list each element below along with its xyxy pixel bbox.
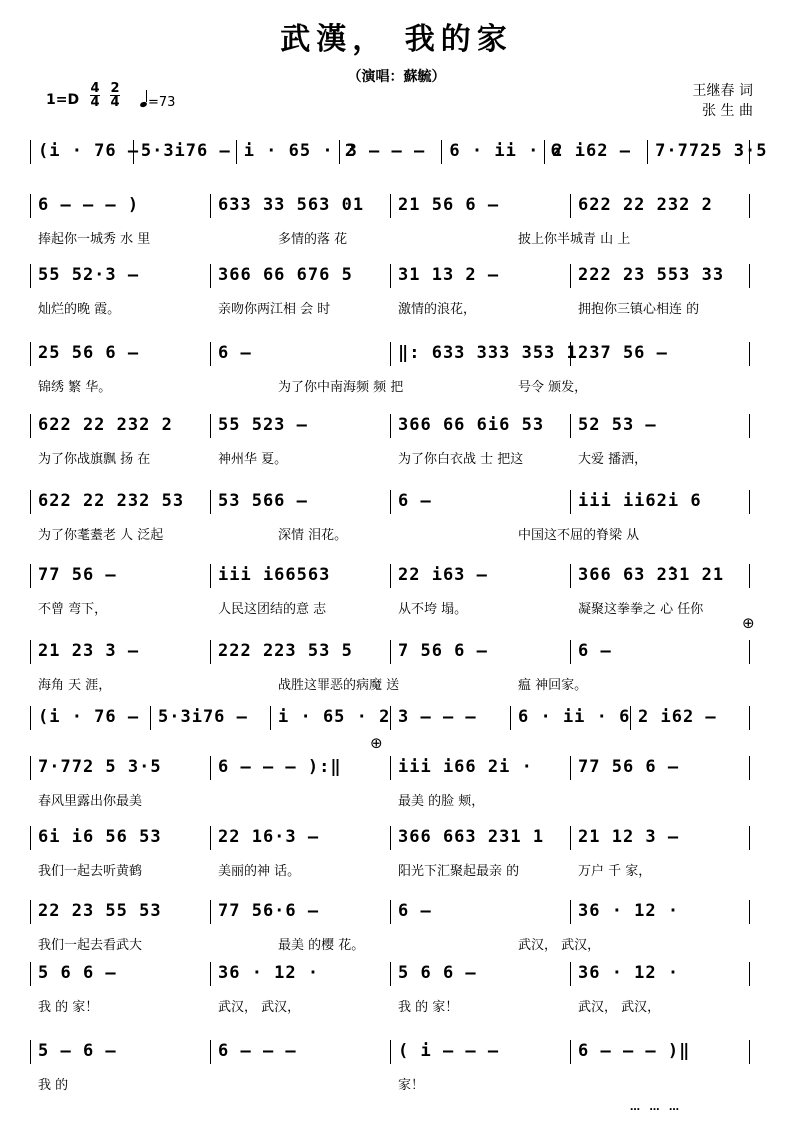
lyric-phrase: 中国这不屈的脊梁 从	[518, 528, 640, 543]
bar-line	[570, 962, 571, 986]
bar-line	[210, 1040, 211, 1064]
bar-line	[570, 264, 571, 288]
lyric-phrase: 瘟 神回家。	[518, 678, 588, 693]
measure: iii i66563	[218, 565, 331, 585]
score-system	[30, 340, 750, 395]
measure: 55 523 –	[218, 415, 308, 435]
bar-line	[210, 490, 211, 514]
lyric-phrase: 武汉， 武汉，	[518, 938, 601, 953]
measure: ‖: 633 333 353 1	[398, 343, 578, 363]
notation-line	[30, 824, 750, 852]
lyric-phrase: 武汉， 武汉，	[578, 1000, 661, 1015]
measure: 5·3i76 –	[140, 141, 231, 161]
bar-line	[390, 490, 391, 514]
notation-line	[30, 488, 750, 516]
quarter-note-icon	[139, 101, 147, 108]
time-signature: $\frac{4}{4}$ $\frac{2}{4}$	[90, 81, 120, 110]
bar-line	[210, 414, 211, 438]
measure: (i · 76 –	[38, 707, 140, 727]
measure: 6 –	[578, 641, 612, 661]
bar-line	[210, 564, 211, 588]
measure: 53 566 –	[218, 491, 308, 511]
score-system	[30, 412, 750, 467]
measure: 5 6 6 –	[398, 963, 477, 983]
bar-line	[236, 140, 237, 164]
singer-credit: （演唱：蘇毓）	[347, 69, 446, 85]
measure: 6 – – – )	[38, 195, 140, 215]
bar-line	[30, 900, 31, 924]
score-system	[30, 1038, 750, 1093]
measure: 6 –	[398, 901, 432, 921]
measure: 622 22 232 2	[38, 415, 173, 435]
score-system	[30, 638, 750, 693]
notation-line	[30, 192, 750, 220]
bar-line	[390, 1040, 391, 1064]
tempo-marking: =73	[140, 94, 175, 110]
measure: i · 65 · 2	[278, 707, 391, 727]
measure: 622 22 232 2	[578, 195, 713, 215]
measure: 77 56 –	[38, 565, 117, 585]
notation-line	[30, 262, 750, 290]
bar-line	[30, 962, 31, 986]
composer-credit: 张 生 曲	[702, 103, 753, 119]
measure: 6 – – –	[218, 1041, 297, 1061]
bar-line	[749, 756, 750, 780]
measure: 36 · 12 ·	[578, 901, 680, 921]
bar-line	[749, 414, 750, 438]
bar-line	[570, 194, 571, 218]
measure: 622 22 232 53	[38, 491, 185, 511]
measure: 6i i6 56 53	[38, 827, 162, 847]
lyric-phrase: 锦绣 繁 华。	[38, 380, 112, 395]
measure: 6 –	[218, 343, 252, 363]
lyric-phrase: 我们一起去看武大	[38, 938, 143, 953]
song-title: 武漢， 我的家	[280, 22, 513, 57]
bar-line	[210, 342, 211, 366]
measure: 36 · 12 ·	[218, 963, 320, 983]
measure: 21 23 3 –	[38, 641, 140, 661]
bar-line	[30, 490, 31, 514]
bar-line	[570, 414, 571, 438]
lyric-phrase: 为了你耄耋老 人 泛起	[38, 528, 164, 543]
measure: 7·772 5 3·5	[38, 757, 162, 777]
bar-line	[749, 962, 750, 986]
bar-line	[749, 900, 750, 924]
score-system	[30, 704, 750, 754]
bar-line	[390, 706, 391, 730]
bar-line	[510, 706, 511, 730]
bar-line	[749, 194, 750, 218]
lyric-phrase: 我 的 家！	[398, 1000, 459, 1015]
lyric-phrase: 战胜这罪恶的病魔 送	[278, 678, 400, 693]
bar-line	[390, 264, 391, 288]
bar-line	[749, 640, 750, 664]
score-system	[30, 824, 750, 879]
bar-line	[210, 900, 211, 924]
notation-line	[30, 138, 768, 166]
lyric-phrase: 激情的浪花，	[398, 302, 477, 317]
measure: 3 – – –	[398, 707, 477, 727]
score-system	[30, 192, 750, 247]
bar-line	[570, 900, 571, 924]
measure: iii ii62i 6	[578, 491, 702, 511]
bar-line	[30, 1040, 31, 1064]
bar-line	[749, 706, 750, 730]
lyric-phrase: 深情 泪花。	[278, 528, 348, 543]
measure: 366 63 2̂31 21	[578, 565, 725, 585]
bar-line	[390, 564, 391, 588]
measure: 6 – – – )‖	[578, 1041, 691, 1061]
lyric-phrase: 从不垮 塌。	[398, 602, 468, 617]
measure: 6 –	[398, 491, 432, 511]
bar-line	[570, 564, 571, 588]
bar-line	[210, 756, 211, 780]
lyric-phrase: 人民这团结的意 志	[218, 602, 327, 617]
measure: 22 i63 –	[398, 565, 488, 585]
lyric-phrase: 阳光下汇聚起最亲 的	[398, 864, 520, 879]
bar-line	[570, 1040, 571, 1064]
notation-line	[30, 754, 750, 782]
measure: i · 65 · 2	[243, 141, 357, 161]
score-system	[30, 898, 750, 953]
notation-line	[30, 562, 750, 590]
bar-line	[749, 264, 750, 288]
lyric-phrase: 凝聚这拳拳之 心 任你	[578, 602, 704, 617]
lyric-phrase: 我 的	[38, 1078, 69, 1093]
score-system	[30, 960, 750, 1015]
lyric-phrase: 捧起你一城秀 水 里	[38, 232, 151, 247]
bar-line	[30, 564, 31, 588]
measure: 366 663 231 1	[398, 827, 545, 847]
bar-line	[647, 140, 648, 164]
measure: 36 · 12 ·	[578, 963, 680, 983]
bar-line	[30, 706, 31, 730]
notation-line	[30, 638, 750, 666]
measure: 22 16·3 –	[218, 827, 320, 847]
measure: 366 66 6i6 53	[398, 415, 545, 435]
measure: 52 53 –	[578, 415, 657, 435]
bar-line	[390, 826, 391, 850]
page-footer: … … …	[630, 1102, 682, 1113]
bar-line	[30, 140, 31, 164]
lyric-phrase: 披上你半城青 山 上	[518, 232, 631, 247]
lyric-phrase: 我 的 家！	[38, 1000, 99, 1015]
lyric-phrase: 美丽的神 话。	[218, 864, 301, 879]
bar-line	[630, 706, 631, 730]
bar-line	[390, 756, 391, 780]
lyric-phrase: 万户 千 家，	[578, 864, 652, 879]
lyric-phrase: 神州华 夏。	[218, 452, 288, 467]
score-system	[30, 262, 750, 317]
bar-line	[339, 140, 340, 164]
measure: 3 – – –	[346, 141, 426, 161]
lyric-phrase: 海角 天 涯，	[38, 678, 112, 693]
measure: 77 56·6 –	[218, 901, 320, 921]
bar-line	[30, 342, 31, 366]
lyric-phrase: 为了你白衣战 士 把这	[398, 452, 524, 467]
bar-line	[570, 826, 571, 850]
bar-line	[749, 342, 750, 366]
score-system	[30, 488, 750, 543]
notation-line	[30, 412, 750, 440]
notation-line	[30, 1038, 750, 1066]
measure: 7 56 6 –	[398, 641, 488, 661]
bar-line	[390, 342, 391, 366]
bar-line	[30, 414, 31, 438]
bar-line	[570, 342, 571, 366]
bar-line	[749, 1040, 750, 1064]
measure: 222 23 553 33	[578, 265, 725, 285]
measure: iii i66 2i ·	[398, 757, 533, 777]
bar-line	[210, 962, 211, 986]
measure: 77 56 6 –	[578, 757, 680, 777]
lyric-phrase: 号令 颁发，	[518, 380, 588, 395]
lyric-phrase: 家！	[398, 1078, 425, 1093]
bar-line	[210, 640, 211, 664]
lyric-phrase: 最美 的樱 花。	[278, 938, 365, 953]
lyric-phrase: 大爱 播洒，	[578, 452, 648, 467]
bar-line	[441, 140, 442, 164]
bar-line	[570, 490, 571, 514]
measure: 5 6 6 –	[38, 963, 117, 983]
coda-sign-icon: ⊕	[742, 614, 755, 632]
measure: 7·7725 3·5	[655, 141, 768, 161]
score-system	[30, 138, 768, 188]
score-system	[30, 562, 750, 617]
bar-line	[570, 756, 571, 780]
measure: 2 i62 –	[552, 141, 631, 161]
lyric-phrase: 我们一起去听黄鹤	[38, 864, 143, 879]
key-signature: 1=D	[46, 92, 80, 108]
measure: 31 13 2 –	[398, 265, 500, 285]
measure: 21 12 3 –	[578, 827, 680, 847]
bar-line	[30, 264, 31, 288]
coda-sign-icon: ⊕	[370, 734, 383, 752]
bar-line	[390, 194, 391, 218]
lyric-phrase: 为了你中南海频 频 把	[278, 380, 404, 395]
measure: 633 33 563 01	[218, 195, 365, 215]
notation-line	[30, 960, 750, 988]
notation-line	[30, 704, 750, 732]
bar-line	[749, 564, 750, 588]
measure: 5 – 6 –	[38, 1041, 117, 1061]
measure: 6 · ii · 6	[518, 707, 631, 727]
lyric-phrase: 多情的落 花	[278, 232, 348, 247]
lyric-phrase: 最美 的脸 颊，	[398, 794, 485, 809]
measure: 21 56 6 –	[398, 195, 500, 215]
bar-line	[390, 900, 391, 924]
lyric-phrase: 灿烂的晚 霞。	[38, 302, 121, 317]
lyric-phrase: 为了你战旗飘 扬 在	[38, 452, 151, 467]
measure: 6 – – – ):‖	[218, 757, 342, 777]
bar-line	[133, 140, 134, 164]
bar-line	[210, 826, 211, 850]
measure: 237 56 –	[578, 343, 668, 363]
measure: 6 · ii · 6	[449, 141, 562, 161]
bar-line	[390, 962, 391, 986]
lyric-phrase: 不曾 弯下，	[38, 602, 108, 617]
bar-line	[749, 140, 750, 164]
lyric-phrase: 亲吻你两江相 会 时	[218, 302, 331, 317]
notation-line	[30, 340, 750, 368]
measure: 22 23 55 53	[38, 901, 162, 921]
measure: 366 66 676 5	[218, 265, 353, 285]
lyricist-credit: 王继春 词	[692, 83, 753, 99]
bar-line	[210, 264, 211, 288]
bar-line	[749, 826, 750, 850]
bar-line	[570, 640, 571, 664]
measure: (i · 76 –	[38, 141, 140, 161]
measure: 222 223 53 5	[218, 641, 353, 661]
measure: 55 52·3 –	[38, 265, 140, 285]
bar-line	[210, 194, 211, 218]
lyric-phrase: 春风里露出你最美	[38, 794, 143, 809]
bar-line	[30, 640, 31, 664]
lyric-phrase: 拥抱你三镇心相连 的	[578, 302, 700, 317]
measure: 5·3i76 –	[158, 707, 248, 727]
bar-line	[270, 706, 271, 730]
measure: ( i – – –	[398, 1041, 500, 1061]
bar-line	[390, 414, 391, 438]
bar-line	[30, 756, 31, 780]
bar-line	[390, 640, 391, 664]
measure: 25 56 6 –	[38, 343, 140, 363]
bar-line	[30, 194, 31, 218]
notation-line	[30, 898, 750, 926]
bar-line	[749, 490, 750, 514]
bar-line	[544, 140, 545, 164]
bar-line	[150, 706, 151, 730]
lyric-phrase: 武汉， 武汉，	[218, 1000, 301, 1015]
measure: 2 i62 –	[638, 707, 717, 727]
bar-line	[30, 826, 31, 850]
score-system	[30, 754, 750, 809]
